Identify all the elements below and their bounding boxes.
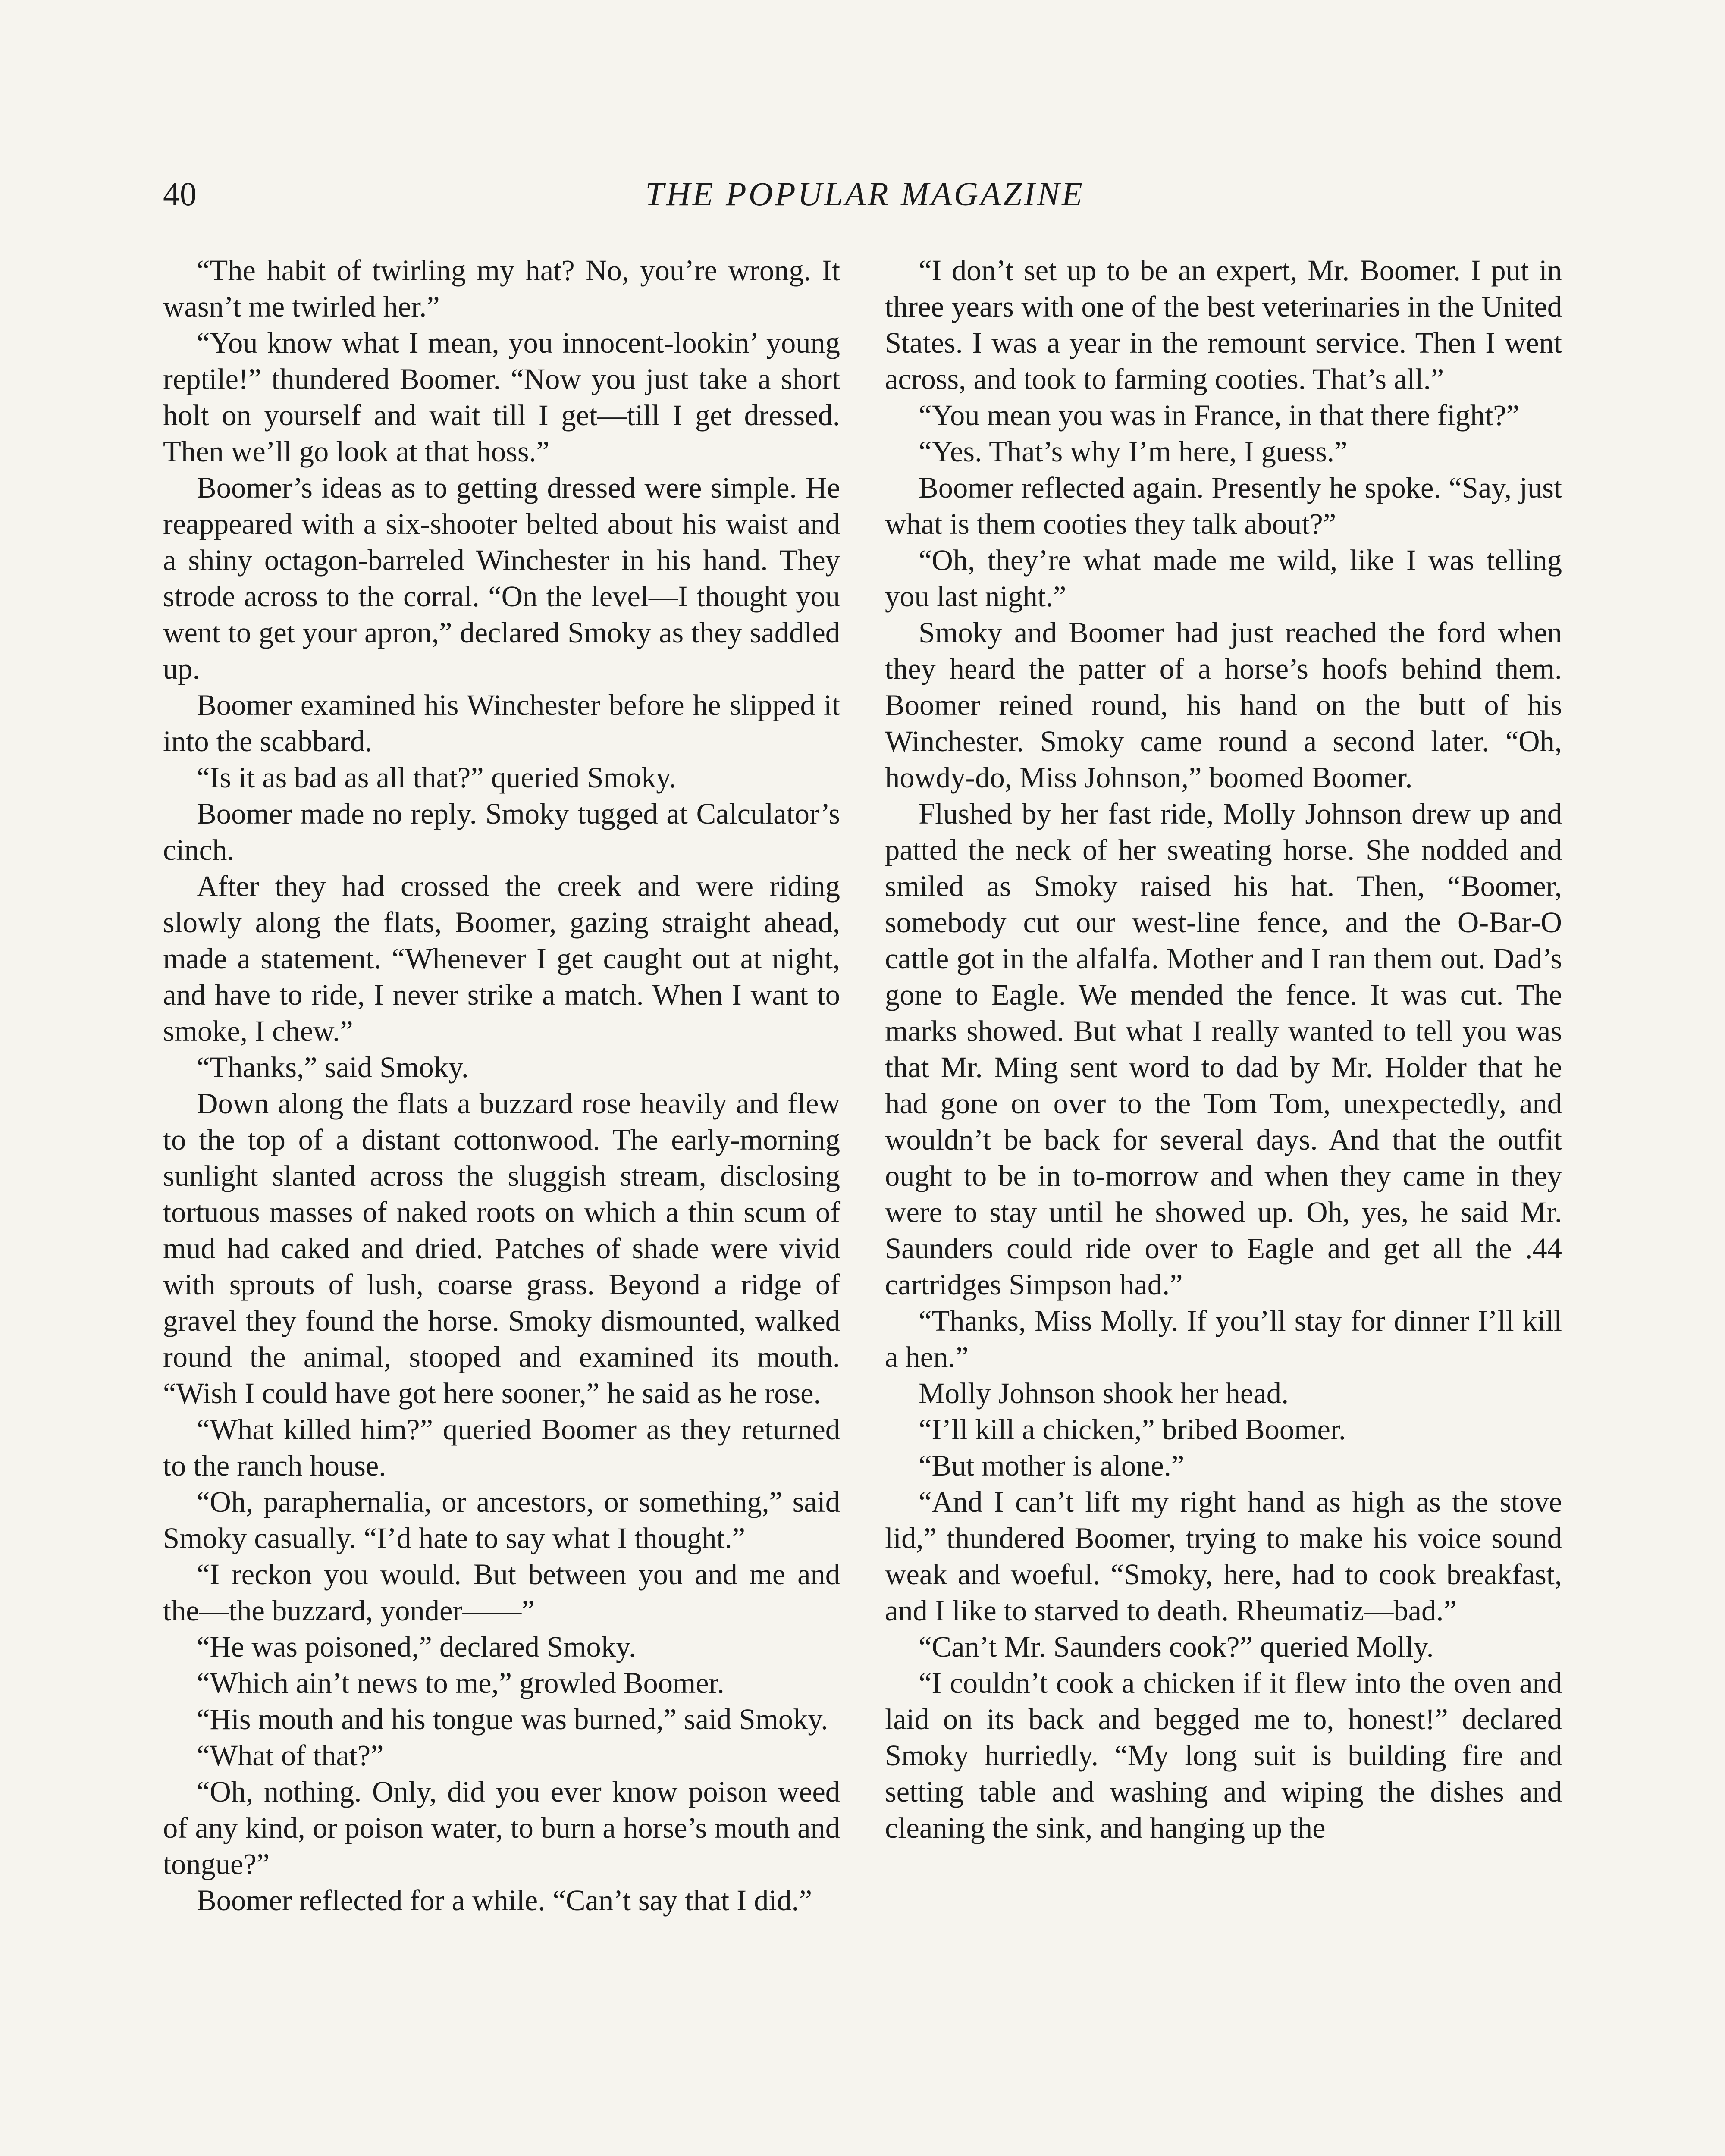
paragraph: Boomer reflected for a while. “Can’t say that I did.” xyxy=(197,1884,812,1917)
paragraph: “Thanks, Miss Molly. If you’ll stay for dinner I’ll kill a hen.” xyxy=(885,1304,1562,1373)
paragraph: “What of that?” xyxy=(197,1739,384,1772)
paragraph: Boomer’s ideas as to getting dressed were simple. He reappeared with a six-shooter belted about his waist and a shiny octagon-barreled Winchester in his hand. They strode across to the corral. “On the level—I thought you went to get your apron,” declared Smoky as they saddled up. xyxy=(163,471,840,685)
paragraph: “Can’t Mr. Saunders cook?” queried Molly. xyxy=(919,1630,1434,1663)
paragraph: Smoky and Boomer had just reached the ford when they heard the patter of a horse’s hoofs behind them. Boomer reined round, his hand on the butt of his Winchester. Smoky came round a second later. “Oh, howdy-do, Miss Johnson,” boomed Boomer. xyxy=(885,616,1562,794)
paragraph: “Thanks,” said Smoky. xyxy=(197,1051,469,1084)
paragraph: “I don’t set up to be an expert, Mr. Boomer. I put in three years with one of the best veterinaries in the United States. I was a year in the remount service. Then I went across, and took to farming cooties. That’s all.” xyxy=(885,254,1562,395)
right-column xyxy=(885,252,1562,1846)
paragraph: “Which ain’t news to me,” growled Boomer. xyxy=(197,1667,724,1699)
paragraph: “And I can’t lift my right hand as high as the stove lid,” thundered Boomer, trying to make his voice sound weak and woeful. “Smoky, here, had to cook breakfast, and I like to starved to death. Rheumatiz—bad.” xyxy=(885,1485,1562,1627)
paragraph: “His mouth and his tongue was burned,” said Smoky. xyxy=(197,1703,828,1736)
left-column xyxy=(163,252,840,1918)
paragraph: “He was poisoned,” declared Smoky. xyxy=(197,1630,636,1663)
paragraph: Molly Johnson shook her head. xyxy=(919,1377,1289,1410)
magazine-title: THE POPULAR MAGAZINE xyxy=(645,175,1085,213)
paragraph: Down along the flats a buzzard rose heavily and flew to the top of a distant cottonwood. The early-morning sunlight slanted across the sluggish stream, disclosing tortuous masses of naked roots on which a thin scum of mud had caked and dried. Patches of shade were vivid with sprouts of lush, coarse grass. Beyond a ridge of gravel they found the horse. Smoky dismounted, walked round the animal, stooped and examined its mouth. “Wish I could have got here sooner,” he said as he rose. xyxy=(163,1087,840,1410)
paragraph: “Oh, they’re what made me wild, like I was telling you last night.” xyxy=(885,544,1562,613)
paragraph: “I couldn’t cook a chicken if it flew into the oven and laid on its back and begged me to, honest!” declared Smoky hurriedly. “My long suit is building fire and setting table and washing and wiping the dishes and cleaning the sink, and hanging up the xyxy=(885,1667,1562,1844)
paragraph: “You know what I mean, you innocent-lookin’ young reptile!” thundered Boomer. “Now you just take a short holt on yourself and wait till I get—till I get dressed. Then we’ll go look at that hoss.” xyxy=(163,326,840,468)
paragraph: Boomer made no reply. Smoky tugged at Calculator’s cinch. xyxy=(163,797,840,866)
paragraph: “But mother is alone.” xyxy=(919,1449,1185,1482)
paragraph: “Yes. That’s why I’m here, I guess.” xyxy=(919,435,1348,468)
paragraph: “I reckon you would. But between you and me and the—the buzzard, yonder——” xyxy=(163,1558,840,1627)
paragraph: “Oh, paraphernalia, or ancestors, or something,” said Smoky casually. “I’d hate to say what I thought.” xyxy=(163,1485,840,1554)
paragraph: “Is it as bad as all that?” queried Smoky. xyxy=(197,761,677,794)
paragraph: “What killed him?” queried Boomer as they returned to the ranch house. xyxy=(163,1413,840,1482)
paragraph: “I’ll kill a chicken,” bribed Boomer. xyxy=(919,1413,1346,1446)
paragraph: “Oh, nothing. Only, did you ever know poison weed of any kind, or poison water, to burn a horse’s mouth and tongue?” xyxy=(163,1775,840,1880)
paragraph: Flushed by her fast ride, Molly Johnson drew up and patted the neck of her sweating horse. She nodded and smiled as Smoky raised his hat. Then, “Boomer, somebody cut our west-line fence, and the O-Bar-O cattle got in the alfalfa. Mother and I ran them out. Dad’s gone to Eagle. We mended the fence. It was cut. The marks showed. But what I really wanted to tell you was that Mr. Ming sent word to dad by Mr. Holder that he had gone on over to the Tom Tom, unexpectedly, and wouldn’t be back for several days. And that the outfit ought to be in to-morrow and when they came in they were to stay until he showed up. Oh, yes, he said Mr. Saunders could ride over to Eagle and get all the .44 cartridges Simpson had.” xyxy=(885,797,1562,1301)
page-number: 40 xyxy=(163,175,197,213)
paragraph: “You mean you was in France, in that there fight?” xyxy=(919,399,1520,432)
paragraph: “The habit of twirling my hat? No, you’re wrong. It wasn’t me twirled her.” xyxy=(163,254,840,323)
paragraph: Boomer examined his Winchester before he slipped it into the scabbard. xyxy=(163,689,840,758)
running-head xyxy=(163,170,1567,218)
paragraph: Boomer reflected again. Presently he spoke. “Say, just what is them cooties they talk about?” xyxy=(885,471,1562,540)
paragraph: After they had crossed the creek and were riding slowly along the flats, Boomer, gazing straight ahead, made a statement. “Whenever I get caught out at night, and have to ride, I never strike a match. When I want to smoke, I chew.” xyxy=(163,870,840,1047)
